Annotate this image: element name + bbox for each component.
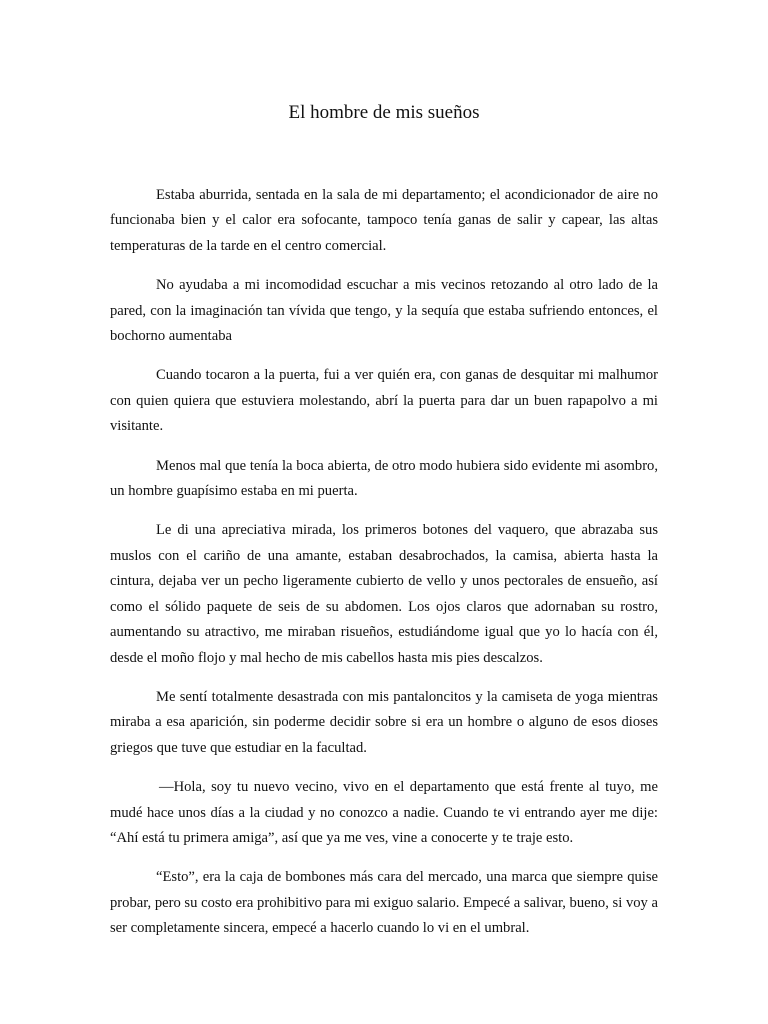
paragraph-2: No ayudaba a mi incomodidad escuchar a mis vecinos retozando al otro lado de la pared, con la imaginación tan vívida que tengo, y la sequía que estaba sufriendo entonces, el bochorno aumentaba — [110, 277, 658, 345]
paragraph-8: “Esto”, era la caja de bombones más cara del mercado, una marca que siempre quise probar, pero su costo era prohibitivo para mi exiguo salario. Empecé a salivar, bueno, si voy a ser completamente sincera, empecé a hacerlo cuando lo vi en el umbral. — [110, 869, 658, 937]
document-body — [110, 183, 658, 956]
document-title: El hombre de mis sueños — [288, 102, 480, 123]
paragraph-3: Cuando tocaron a la puerta, fui a ver quién era, con ganas de desquitar mi malhumor con quien quiera que estuviera molestando, abrí la puerta para dar un buen rapapolvo a mi visitante. — [110, 367, 658, 435]
paragraph-1: Estaba aburrida, sentada en la sala de mi departamento; el acondicionador de aire no funcionaba bien y el calor era sofocante, tampoco tenía ganas de salir y capear, las altas temperaturas de la tarde en el centro comercial. — [110, 187, 658, 254]
paragraph-5: Le di una apreciativa mirada, los primeros botones del vaquero, que abrazaba sus muslos con el cariño de una amante, estaban desabrochados, la camisa, abierta hasta la cintura, dejaba ver un pecho ligeramente cubierto de vello y unos pectorales de ensueño, así como el sólido paquete de seis de su abdomen. Los ojos claros que adornaban su rostro, aumentando su atractivo, me miraban risueños, estudiándome igual que yo lo hacía con él, desde el moño flojo y mal hecho de mis cabellos hasta mis pies descalzos. — [110, 522, 658, 666]
paragraph-4: Menos mal que tenía la boca abierta, de otro modo hubiera sido evidente mi asombro, un hombre guapísimo estaba en mi puerta. — [110, 457, 658, 500]
paragraph-7: —Hola, soy tu nuevo vecino, vivo en el departamento que está frente al tuyo, me mudé hace unos días a la ciudad y no conozco a nadie. Cuando te vi entrando ayer me dije: “Ahí está tu primera amiga”, así que ya me ves, vine a conocerte y te traje esto. — [110, 779, 658, 846]
paragraph-6: Me sentí totalmente desastrada con mis pantaloncitos y la camiseta de yoga mientras miraba a esa aparición, sin poderme decidir sobre si era un hombre o alguno de esos dioses griegos que tuve que estudiar en la facultad. — [110, 688, 658, 756]
